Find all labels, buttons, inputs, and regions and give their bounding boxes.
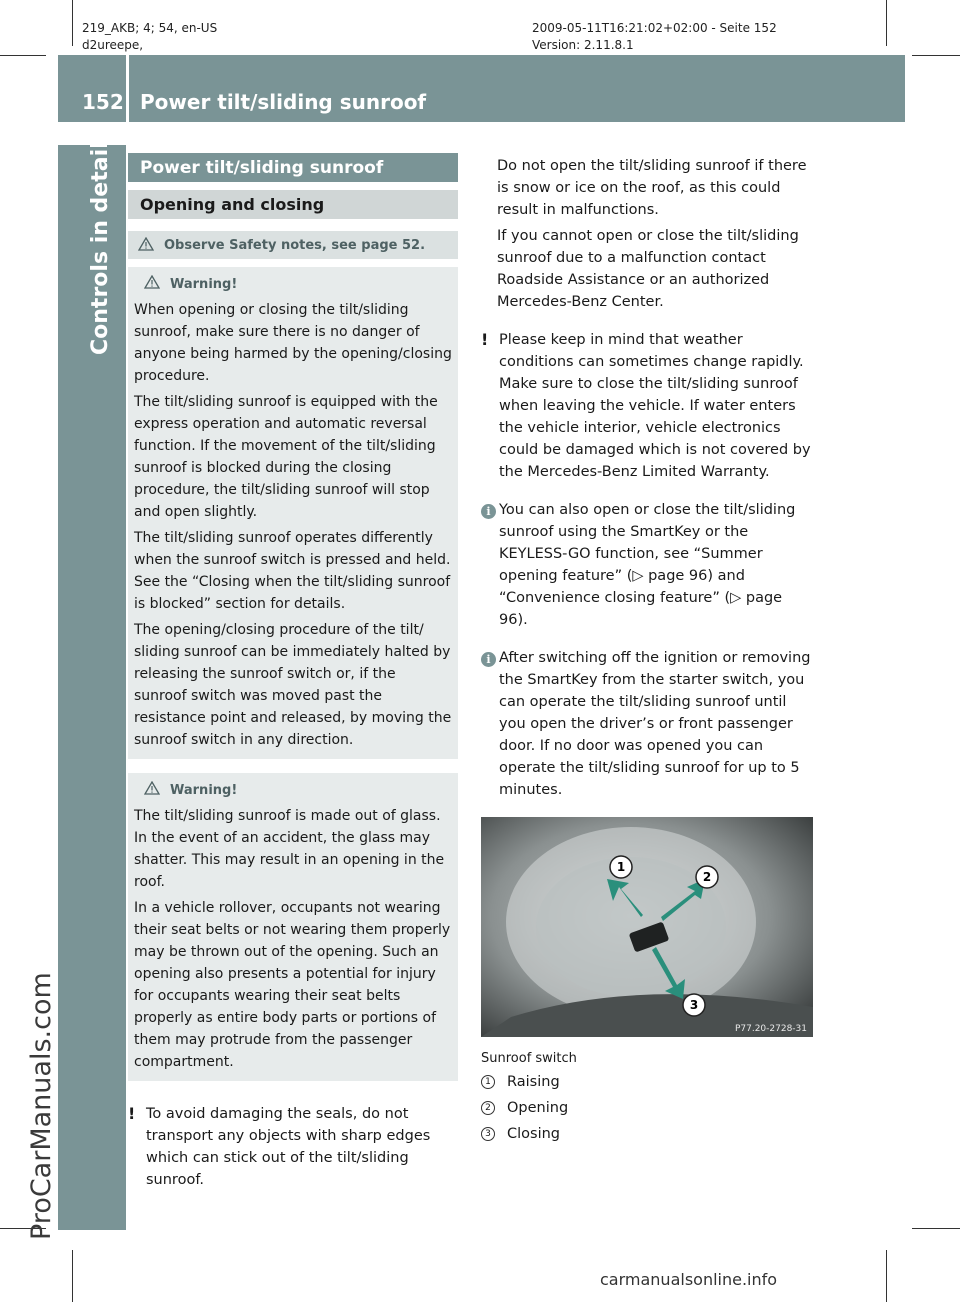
info-note bbox=[481, 647, 813, 801]
meta-line: d2ureepe, bbox=[82, 38, 144, 52]
legend-item bbox=[481, 1098, 813, 1118]
observe-text: Observe Safety notes, see page 52. bbox=[164, 237, 426, 253]
header-divider bbox=[126, 55, 129, 122]
sunroof-switch-illustration bbox=[481, 817, 813, 1037]
section-title: Power tilt/sliding sunroof bbox=[128, 153, 458, 182]
caution-note bbox=[128, 1103, 458, 1191]
crop-mark bbox=[886, 0, 887, 46]
subsection-title: Opening and closing bbox=[128, 190, 458, 219]
warning-triangle-icon bbox=[144, 274, 160, 296]
meta-line: 219_AKB; 4; 54, en-US bbox=[82, 21, 218, 35]
watermark-bottom: carmanualsonline.info bbox=[600, 1270, 778, 1289]
body-paragraph: Do not open the tilt/sliding sunroof if there is snow or ice on the roof, as this could result in malfunctions. bbox=[497, 158, 807, 218]
legend-item bbox=[481, 1124, 813, 1144]
warning-triangle-icon bbox=[138, 236, 154, 255]
callout-3: 3 bbox=[689, 998, 699, 1012]
legend-list bbox=[481, 1072, 813, 1144]
crop-mark bbox=[72, 0, 73, 46]
caution-note bbox=[481, 329, 813, 483]
legend-number: 2 bbox=[481, 1101, 495, 1115]
info-icon: i bbox=[481, 504, 496, 519]
body-paragraph: If you cannot open or close the tilt/sliding sunroof due to a malfunction contact Roadside Assistance or an authorized Mercedes-Benz Center. bbox=[497, 228, 799, 310]
legend-label: Raising bbox=[507, 1074, 560, 1090]
info-icon: i bbox=[481, 652, 496, 667]
watermark-left: ProCarManuals.com bbox=[26, 972, 57, 1240]
print-meta-right bbox=[532, 20, 777, 54]
warning-label: Warning! bbox=[170, 277, 238, 292]
info-note bbox=[481, 499, 813, 631]
warning-header bbox=[134, 273, 452, 297]
sunroof-switch-photo bbox=[481, 817, 813, 1037]
observe-note bbox=[128, 231, 458, 259]
meta-line: Version: 2.11.8.1 bbox=[532, 38, 634, 52]
warning-box bbox=[128, 267, 458, 759]
meta-line: 2009-05-11T16:21:02+02:00 - Seite 152 bbox=[532, 21, 777, 35]
figure-code: P77.20-2728-31 bbox=[734, 1024, 807, 1034]
caution-mark-icon: ! bbox=[481, 330, 489, 349]
legend-number: 3 bbox=[481, 1127, 495, 1141]
info-text: After switching off the ignition or removing the SmartKey from the starter switch, you can operate the tilt/sliding sunroof until you open the driver’s or front passenger door. If no door was opened you can operate the tilt/sliding sunroof for up to 5 minutes. bbox=[499, 650, 811, 798]
callout-2: 2 bbox=[702, 870, 712, 884]
legend-item bbox=[481, 1072, 813, 1092]
warning-paragraph: The tilt/sliding sunroof operates differently when the sunroof switch is pressed and held. See the “Closing when the tilt/sliding sunroof is blocked” section for details. bbox=[134, 530, 451, 612]
caution-text: To avoid damaging the seals, do not transport any objects with sharp edges which can stick out of the tilt/sliding sunroof. bbox=[146, 1106, 431, 1188]
warning-paragraph: The opening/closing procedure of the tilt/ sliding sunroof can be immediately halted by releasing the sunroof switch or, if the sunroof switch was moved past the resistance point and released, by moving the sunroof switch in any direction. bbox=[134, 622, 452, 748]
warning-paragraph: In a vehicle rollover, occupants not wearing their seat belts or not wearing them properly may be thrown out of the opening. Such an opening also presents a potential for injury for occupants wearing their seat belts properly as entire body parts or portions of them may protrude from the passenger compartment. bbox=[134, 900, 451, 1070]
legend-number: 1 bbox=[481, 1075, 495, 1089]
crop-mark bbox=[72, 1250, 73, 1302]
legend-label: Opening bbox=[507, 1100, 569, 1116]
right-column bbox=[481, 155, 813, 1144]
warning-triangle-icon bbox=[144, 780, 160, 802]
continued-text bbox=[481, 155, 813, 313]
warning-header bbox=[134, 779, 452, 803]
info-text: You can also open or close the tilt/sliding sunroof using the SmartKey or the KEYLESS-GO function, see “Summer opening feature” (▷ page 96) and “Convenience closing feature” (▷ page 96). bbox=[499, 502, 796, 628]
caution-mark-icon: ! bbox=[128, 1104, 136, 1123]
page-title: Power tilt/sliding sunroof bbox=[140, 90, 427, 114]
warning-label: Warning! bbox=[170, 783, 238, 798]
figure-caption: Sunroof switch bbox=[481, 1051, 577, 1066]
warning-paragraph: When opening or closing the tilt/sliding sunroof, make sure there is no danger of anyone being harmed by the opening/closing procedure. bbox=[134, 302, 452, 384]
callout-1: 1 bbox=[616, 860, 626, 874]
warning-paragraph: The tilt/sliding sunroof is made out of glass. In the event of an accident, the glass may shatter. This may result in an opening in the roof. bbox=[134, 808, 445, 890]
warning-paragraph: The tilt/sliding sunroof is equipped with the express operation and automatic reversal function. If the movement of the tilt/sliding sunroof is blocked during the closing procedure, the tilt/sliding sunroof will stop and open slightly. bbox=[134, 394, 438, 520]
warning-box bbox=[128, 773, 458, 1081]
crop-mark bbox=[912, 55, 960, 56]
page-number: 152 bbox=[82, 90, 124, 114]
legend-label: Closing bbox=[507, 1126, 561, 1142]
crop-mark bbox=[886, 1250, 887, 1302]
crop-mark bbox=[0, 55, 46, 56]
side-tab-label: Controls in detail bbox=[88, 141, 113, 355]
left-column bbox=[128, 153, 458, 1191]
caution-text: Please keep in mind that weather conditions can sometimes change rapidly. Make sure to close the tilt/sliding sunroof when leaving the vehicle. If water enters the vehicle interior, vehicle electronics could be damaged which is not covered by the Mercedes-Benz Limited Warranty. bbox=[499, 332, 811, 480]
crop-mark bbox=[912, 1228, 960, 1229]
